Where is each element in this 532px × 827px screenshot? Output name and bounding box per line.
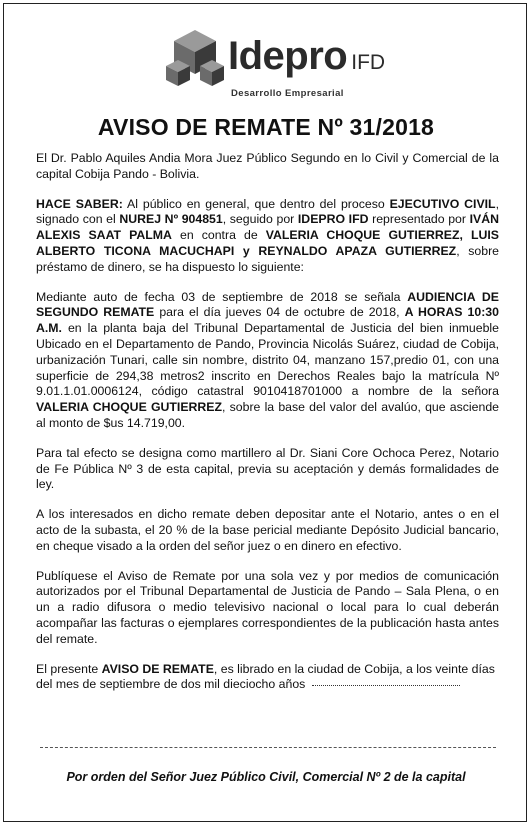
martillero-paragraph: Para tal efecto se designa como martillero al Dr. Siani Core Ochoca Perez, Notario de Fe Pública Nº 3 de esta capital, previa su aceptación y demás formalidades de ley. [36,445,499,492]
auto-paragraph [36,290,499,432]
deposito-paragraph: A los interesados en dicho remate deben depositar ante el Notario, antes o en el acto de la subasta, el 20 % de la base pericial mediante Depósito Judicial bancario, en cheque visado a la orden del señor juez o en dinero en efectivo. [36,507,499,553]
nurej-number: NUREJ Nº 904851 [119,212,223,227]
notice-body [36,151,499,707]
logo-wordmark [228,34,385,79]
audiencia-label: AUDIENCIA DE SEGUNDO REMATE [36,289,499,320]
hace-saber-label: HACE SABER: [36,196,123,211]
notice-title: AVISO DE REMATE Nº 31/2018 [97,114,435,140]
entidad-name: IDEPRO IFD [297,212,369,227]
propietaria-name: VALERIA CHOQUE GUTIERREZ [36,400,223,415]
logo-name: Idepro [228,34,348,78]
auto-text-1: Mediante auto de fecha 03 de septiembre de 2018 se señala [36,289,408,304]
intro-paragraph: El Dr. Pablo Aquiles Andia Mora Juez Público Segundo en lo Civil y Comercial de la capital Cobija Pando - Bolivia. [36,151,499,181]
auto-text-4: , sobre la base del valor del avalúo, que asciende al monto de $us 14.719,00. [36,400,499,430]
publicacion-paragraph: Publíquese el Aviso de Remate por una sola vez y por medios de comunicación autorizados por el Tribunal Departamental de Justicia de Pando – Sala Plena, o en un a radio difusora o medio televisivo nacional o local para lo cual deberán acompañar las facturas o ejemplares correspondientes de la publicación hasta antes del remate. [36,568,499,646]
auto-text-3: en la planta baja del Tribunal Departamental de Justicia del bien inmueble Ubicado en el Departamento de Pando, Provincia Nicolás Suárez, ciudad de Cobija, urbanización Tunari, calle sin nombre, distrito 04, manzano 157,predio 01, con una superficie de 294,38 metros2 inscrito en Derechos Reales bajo la matrícula Nº 9.01.1.01.0006124, código catastral 9010418701000 a nombre de la señora [36,321,499,399]
idepro-logo [164,28,404,106]
logo-suffix: IFD [351,51,386,74]
hace-saber-paragraph [36,197,499,276]
cierre-text-2: , es librado en la ciudad de Cobija, a los veinte días [213,661,495,676]
dashed-separator [40,747,496,748]
hora-label: A HORAS 10:30 A.M. [36,305,499,336]
cube-logo-icon [164,28,226,92]
footer-order: Por orden del Señor Juez Público Civil, Comercial Nº 2 de la capital [66,770,466,784]
auction-notice [3,3,527,822]
hace-saber-text-2: , signado con el [36,196,499,227]
hace-saber-text-4: representado por [368,212,470,227]
hace-saber-text-5: en contra de [171,228,266,243]
cierre-text-1: El presente [36,661,102,676]
logo-tagline: Desarrollo Empresarial [231,88,344,99]
proceso-type: EJECUTIVO CIVIL [389,196,496,211]
cierre-paragraph [36,662,499,694]
aviso-label: AVISO DE REMATE [101,661,214,676]
auto-text-2: para el día jueves 04 de octubre de 2018, [154,305,405,320]
demandados-names: VALERIA CHOQUE GUTIERREZ, LUIS ALBERTO TICONA MACUCHAPI y REYNALDO APAZA GUTIERREZ [36,228,499,258]
hace-saber-text-1: Al público en general, que dentro del proceso [122,196,390,211]
hace-saber-text-6: , sobre préstamo de dinero, se ha dispuesto lo siguiente: [36,243,500,274]
signature-dotted-line [312,685,460,686]
representante-name: IVÁN ALEXIS SAAT PALMA [36,212,500,243]
cierre-text-3: del mes de septiembre de dos mil dieciocho años [36,677,309,692]
hace-saber-text-3: , seguido por [222,212,298,227]
